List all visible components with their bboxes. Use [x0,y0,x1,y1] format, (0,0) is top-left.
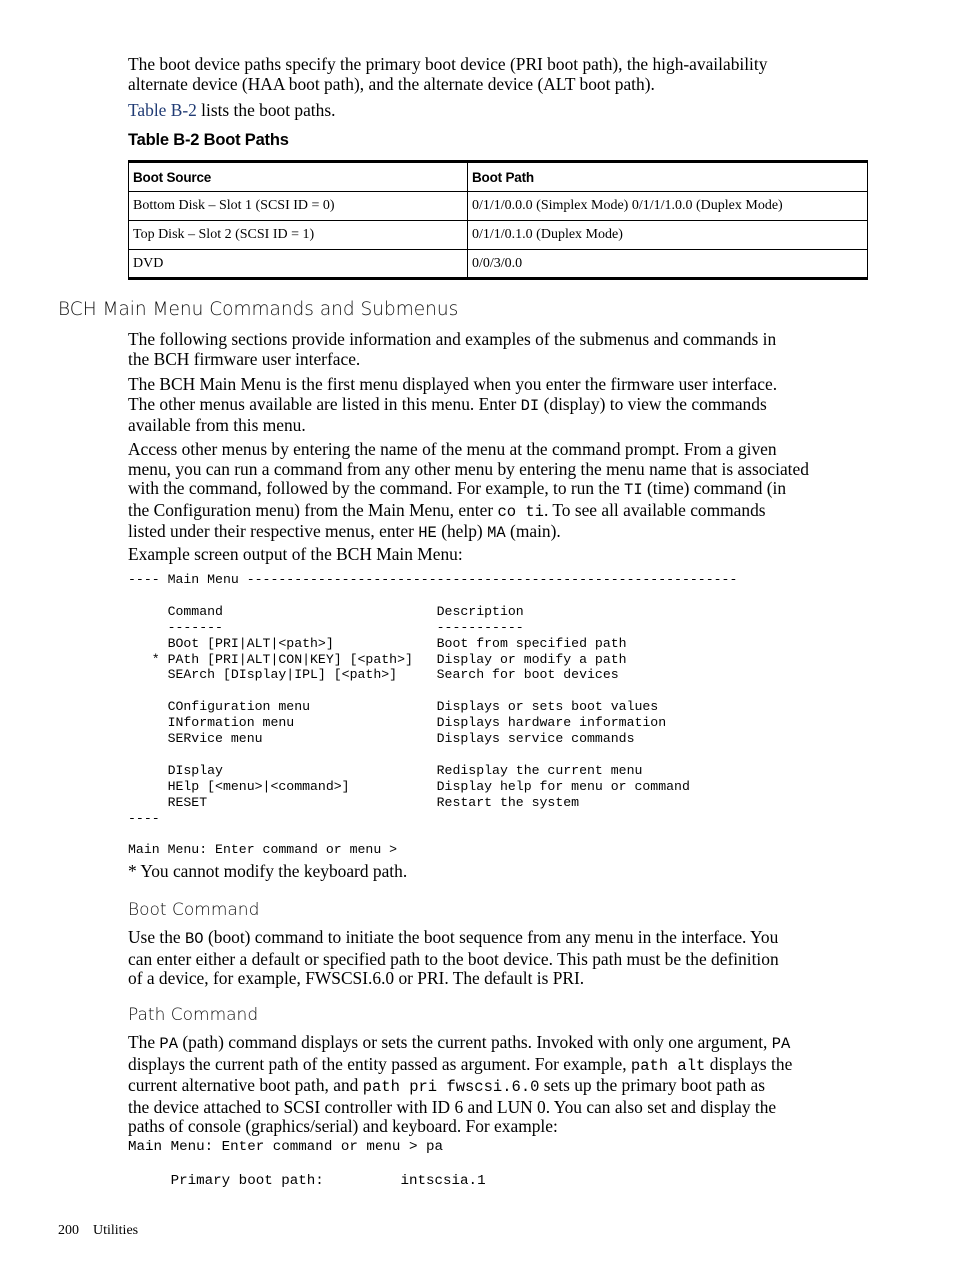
keyboard-note: * You cannot modify the keyboard path. [128,861,408,881]
screen-line: ---- [128,810,160,826]
screen-line: Primary boot path: intscsia.1 [128,1173,486,1189]
table-cell: 0/0/3/0.0 [468,250,868,279]
inline-code: MA [487,524,506,543]
table-cell: DVD [129,250,468,279]
boot-command-heading: Boot Command [128,900,260,920]
table-cell: 0/1/1/0.0.0 (Simplex Mode) 0/1/1/1.0.0 (Duplex Mode) [468,192,868,221]
table-header-row [129,162,868,192]
inline-code: co ti [497,502,544,521]
text-line: of a device, for example, FWSCSI.6.0 or PRI. The default is PRI. [128,968,585,989]
bch-paragraph-4: Example screen output of the BCH Main Menu: [128,544,463,564]
main-menu-screen-output [128,572,737,858]
path-example-output [128,1139,486,1190]
inline-code: DI [520,396,540,415]
intro-paragraph [128,55,868,94]
table-row [129,250,868,279]
bch-paragraph-1 [128,330,868,369]
text-line [128,479,868,501]
text-span: with the command, followed by the command. For example, to run the [128,478,625,499]
text-span: the Configuration menu) from the Main Menu, enter [128,499,498,520]
inline-code: BO [185,930,204,948]
table-row [129,221,868,250]
text-span: (time) command (in [642,478,787,499]
inline-code: PA [159,1035,178,1053]
text-span: . To see all available commands [543,499,766,520]
table-reference [128,101,868,121]
text-span: (display) to view the commands [539,393,767,414]
text-span: listed under their respective menus, enter [128,521,419,542]
text-line [128,1076,868,1098]
page-footer [58,1223,138,1239]
text-line: paths of console (graphics/serial) and keyboard. For example: [128,1116,558,1137]
path-command-paragraph [128,1033,868,1137]
text-span: current alternative boot path, and [128,1075,363,1096]
text-line [128,501,868,523]
screen-line: SERvice menu Displays service commands [128,731,635,747]
column-header-boot-source: Boot Source [129,162,468,192]
table-reference-text: lists the boot paths. [196,100,336,120]
screen-line: ---- Main Menu -------------------------------------------------------------- [128,572,738,587]
text-line [128,522,868,544]
table-cell: 0/1/1/0.1.0 (Duplex Mode) [468,221,868,250]
boot-command-paragraph [128,928,868,989]
screen-line: RESET Restart the system [128,794,580,810]
screen-line: SEArch [DIsplay|IPL] [<path>] Search for boot devices [128,667,619,683]
screen-line: * PAth [PRI|ALT|CON|KEY] [<path>] Display or modify a path [128,651,627,667]
screen-line: COnfiguration menu Displays or sets boot values [128,699,659,715]
text-line [128,395,868,417]
inline-code: path pri fwscsi.6.0 [362,1078,540,1097]
text-span: Use the [128,927,185,947]
screen-line: DIsplay Redisplay the current menu [128,762,643,778]
screen-line: INformation menu Displays hardware information [128,715,667,731]
text-span: sets up the primary boot path as [539,1075,765,1096]
bch-paragraph-3 [128,440,868,544]
screen-line: ------- ----------- [128,619,524,635]
text-span: The other menus available are listed in this menu. Enter [128,393,521,414]
table-b2-link[interactable]: Table B-2 [128,100,197,120]
inline-code: TI [624,481,643,500]
text-span: (main). [505,521,561,542]
screen-line: Main Menu: Enter command or menu > pa [128,1139,444,1155]
text-line [128,928,868,950]
boot-paths-table [128,160,868,280]
text-line: menu, you can run a command from any other menu by entering the menu name that is associated [128,458,809,479]
screen-line: Command Description [128,603,524,619]
intro-line: alternate device (HAA boot path), and the alternate device (ALT boot path). [128,73,655,94]
text-line: The BCH Main Menu is the first menu displayed when you enter the firmware user interface. [128,374,778,394]
text-span: (boot) command to initiate the boot sequence from any menu in the interface. You [203,927,779,947]
text-line: available from this menu. [128,415,306,436]
inline-code: HE [418,524,437,543]
screen-line: Main Menu: Enter command or menu > [128,842,398,858]
screen-line: HElp [<menu>|<command>] Display help for menu or command [128,778,690,794]
text-line [128,1033,868,1055]
table-row [129,192,868,221]
text-span: (path) command displays or sets the current paths. Invoked with only one argument, [178,1032,772,1052]
screen-line: BOot [PRI|ALT|<path>] Boot from specified path [128,635,627,651]
text-span: displays the current path of the entity passed as argument. For example, [128,1053,631,1074]
table-caption: Table B-2 Boot Paths [128,131,289,149]
text-line: Access other menus by entering the name of the menu at the command prompt. From a given [128,439,777,459]
text-span: The [128,1032,160,1052]
inline-code: path alt [630,1056,706,1075]
text-line: the BCH firmware user interface. [128,348,361,369]
bch-paragraph-2 [128,375,868,436]
page-number: 200 [58,1223,79,1238]
table-cell: Top Disk – Slot 2 (SCSI ID = 1) [129,221,468,250]
inline-code: PA [771,1035,791,1053]
text-line: can enter either a default or specified path to the boot device. This path must be the definition [128,948,779,969]
text-span: (help) [436,521,488,542]
chapter-name: Utilities [93,1223,139,1238]
text-line [128,1055,868,1077]
text-span: displays the [705,1053,793,1074]
text-line: the device attached to SCSI controller with ID 6 and LUN 0. You can also set and display the [128,1096,777,1117]
text-line: The following sections provide information and examples of the submenus and commands in [128,329,777,349]
section-heading: BCH Main Menu Commands and Submenus [58,299,459,320]
intro-line: The boot device paths specify the primary boot device (PRI boot path), the high-availability [128,54,768,74]
column-header-boot-path: Boot Path [468,162,868,192]
table-cell: Bottom Disk – Slot 1 (SCSI ID = 0) [129,192,468,221]
path-command-heading: Path Command [128,1005,259,1025]
